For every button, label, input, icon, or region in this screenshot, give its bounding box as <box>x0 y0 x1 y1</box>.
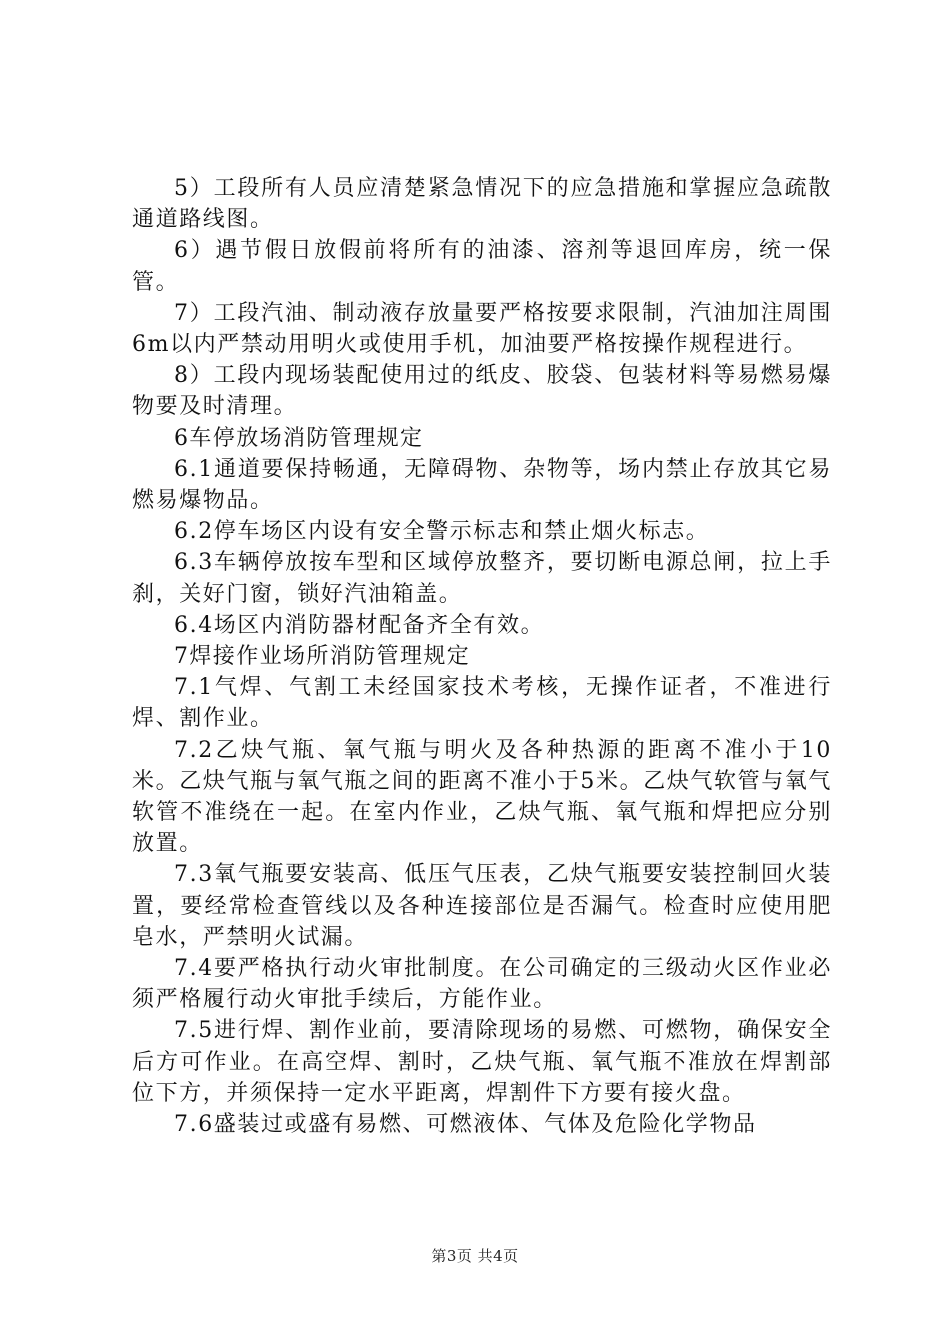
paragraph-item-5: 5）工段所有人员应清楚紧急情况下的应急措施和掌握应急疏散通道路线图。 <box>132 176 832 233</box>
clause-6-3: 6.3车辆停放按车型和区域停放整齐，要切断电源总闸，拉上手刹，关好门窗，锁好汽油箱盖。 <box>132 550 832 607</box>
paragraph-item-8: 8）工段内现场装配使用过的纸皮、胶袋、包装材料等易燃易爆物要及时清理。 <box>132 363 832 420</box>
clause-6-1: 6.1通道要保持畅通，无障碍物、杂物等，场内禁止存放其它易燃易爆物品。 <box>132 456 832 514</box>
clause-7-4: 7.4要严格执行动火审批制度。在公司确定的三级动火区作业必须严格履行动火审批手续后，方能作业。 <box>132 956 832 1013</box>
clause-7-2: 7.2乙炔气瓶、氧气瓶与明火及各种热源的距离不准小于10米。乙炔气瓶与氧气瓶之间的距离不准小于5米。乙炔气软管与氧气软管不准绕在一起。在室内作业，乙炔气瓶、氧气瓶和焊把应分别放置。 <box>132 737 832 857</box>
clause-6-2: 6.2停车场区内设有安全警示标志和禁止烟火标志。 <box>174 519 710 545</box>
page-footer: 第3页 共4页 <box>431 1247 519 1265</box>
clause-7-3: 7.3氧气瓶要安装高、低压气压表，乙炔气瓶要安装控制回火装置，要经常检查管线以及各种连接部位是否漏气。检查时应使用肥皂水，严禁明火试漏。 <box>132 862 832 950</box>
clause-7-6: 7.6盛装过或盛有易燃、可燃液体、气体及危险化学物品 <box>174 1112 757 1138</box>
clause-7-5: 7.5进行焊、割作业前，要清除现场的易燃、可燃物，确保安全后方可作业。在高空焊、割时，乙炔气瓶、氧气瓶不准放在焊割部位下方，并须保持一定水平距离，焊割件下方要有接火盘。 <box>132 1018 832 1106</box>
clause-7-1: 7.1气焊、气割工未经国家技术考核，无操作证者，不准进行焊、割作业。 <box>132 675 832 732</box>
paragraph-item-7: 7）工段汽油、制动液存放量要严格按要求限制，汽油加注周围6m以内严禁动用明火或使用手机，加油要严格按操作规程进行。 <box>132 300 832 358</box>
paragraph-item-6: 6）遇节假日放假前将所有的油漆、溶剂等退回库房，统一保管。 <box>132 238 832 295</box>
document-body <box>132 173 832 1140</box>
section-heading-6: 6车停放场消防管理规定 <box>174 425 424 451</box>
section-heading-7: 7焊接作业场所消防管理规定 <box>174 644 471 670</box>
clause-6-4: 6.4场区内消防器材配备齐全有效。 <box>174 612 545 638</box>
